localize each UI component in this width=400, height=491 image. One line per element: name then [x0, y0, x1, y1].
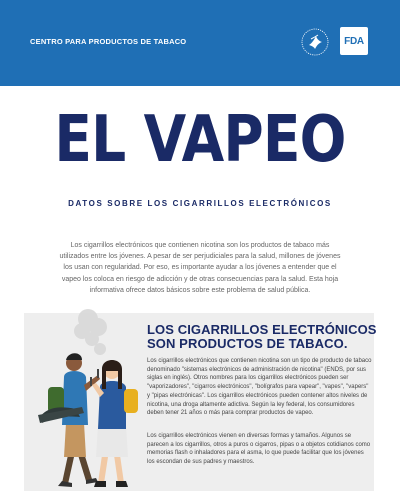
boy-figure — [48, 353, 100, 487]
section-paragraph-1: Los cigarrillos electrónicos que contienen nicotina son un tipo de producto de tabaco denominado "sistemas electrónicos de administración de nicotina" (ENDS, por sus siglas en inglés). Otros nombres para los cigarrillos electrónicos pueden ser "vaporizadores", "cigarros electrónicos", "bolígrafos para vapear", "vapes", "vapers" y "pipas electrónicas". Los cigarrillos electrónicos pueden contener altos niveles de nicotina, una droga altamente adictiva. Según la ley federal, los consumidores deben tener 21 años o más para comprar productos de vapeo. — [147, 358, 372, 417]
hhs-eagle-icon — [300, 27, 330, 57]
fda-logo: FDA — [340, 27, 368, 55]
page-subtitle: DATOS SOBRE LOS CIGARRILLOS ELECTRÓNICOS — [68, 199, 332, 208]
intro-paragraph: Los cigarrillos electrónicos que contienen nicotina son los productos de tabaco más utilizados entre los jóvenes. A pesar de ser perjudiciales para la salud, millones de jóvenes los usan con regularidad. Por eso, es importante ayudar a los jóvenes a entender que el vapeo los coloca en riesgo de adicción y de otras consecuencias para la salud. Esta hoja informativa ofrece datos básicos sobre este problema de salud pública. — [59, 242, 341, 294]
teens-vaping-illustration — [28, 305, 148, 491]
section-paragraph-2: Los cigarrillos electrónicos vienen en diversas formas y tamaños. Algunos se parecen a los cigarrillos, otros a puros o cigarros, pipas o a objetos cotidianos como memorias flash o inhaladores para el asma, lo que puede facilitar que los jóvenes los escondan de sus padres y maestros. — [147, 433, 371, 466]
section-heading: LOS CIGARRILLOS ELECTRÓNICOS SON PRODUCTOS DE TABACO. — [147, 322, 377, 351]
page-title: EL VAPEO — [54, 103, 346, 177]
center-label: CENTRO PARA PRODUCTOS DE TABACO — [30, 37, 187, 46]
header-banner — [0, 0, 400, 86]
vapor-cloud — [74, 309, 107, 355]
